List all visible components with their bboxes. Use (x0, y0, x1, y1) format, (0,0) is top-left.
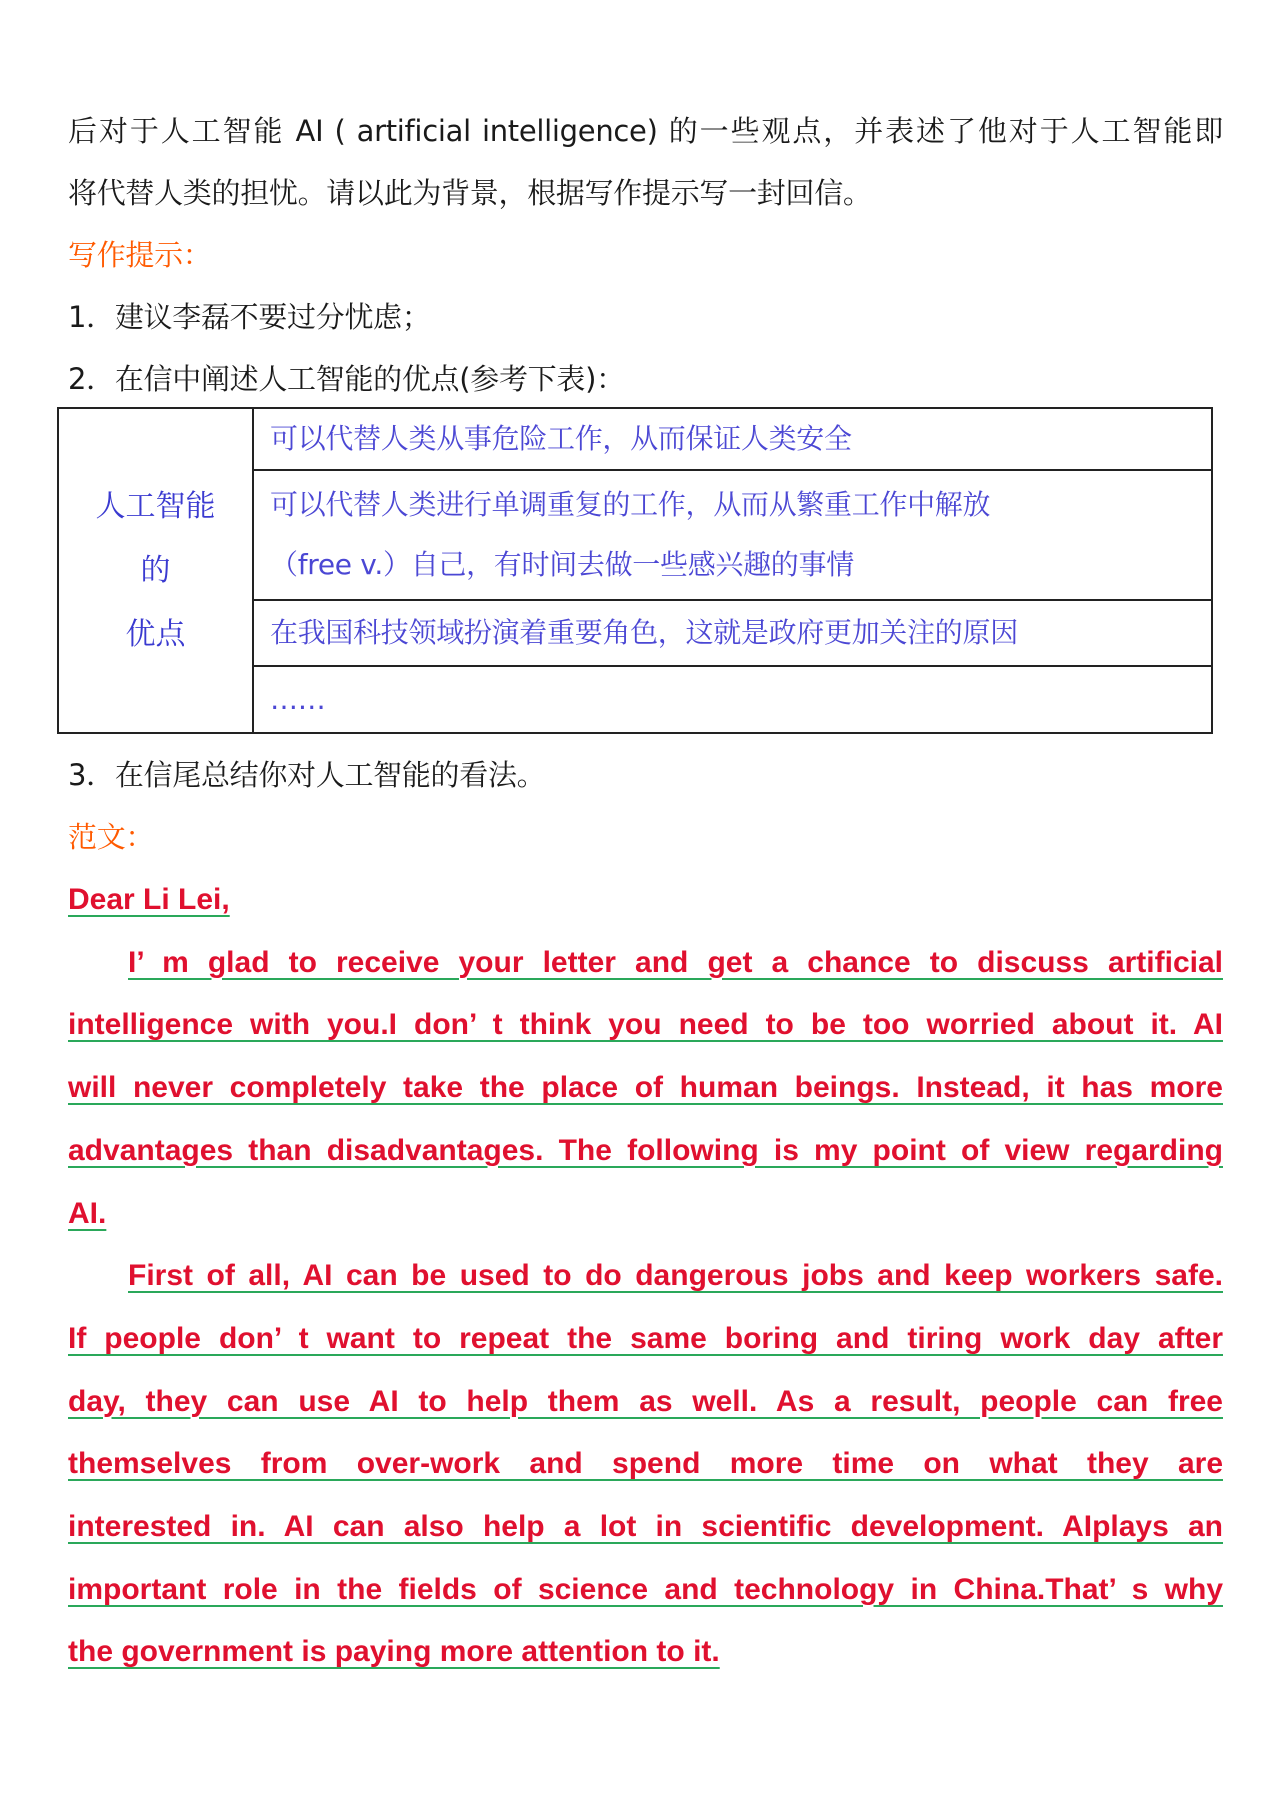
para1-line-1: I’ m glad to receive your letter and get a chance to discuss artificial (128, 945, 1223, 979)
table-row-2 (253, 470, 1212, 600)
para2-line-1: First of all, AI can be used to do dangerous jobs and keep workers safe. (128, 1259, 1223, 1293)
salutation-text: Dear Li Lei, (68, 883, 230, 916)
prompt-heading: 写作提示： (68, 238, 212, 272)
table-row-2-line-2: （free v.）自己，有时间去做一些感兴趣的事情 (270, 548, 854, 581)
para2-line-6: important role in the fields of science and technology in China.That’ s why (68, 1572, 1223, 1606)
intro-line-2: 将代替人类的担忧。请以此为背景，根据写作提示写一封回信。 (68, 176, 872, 210)
essay-paragraph-1 (68, 932, 1223, 1246)
closing-prompt (68, 744, 1223, 868)
para1-line-5: AI. (68, 1196, 107, 1230)
prompt-point-2: 2．在信中阐述人工智能的优点(参考下表)： (68, 362, 625, 396)
table-left-label (58, 408, 253, 733)
sample-essay (68, 869, 1223, 1684)
table-row-3-text: 在我国科技领域扮演着重要角色，这就是政府更加关注的原因 (270, 616, 1018, 649)
para2-line-4: themselves from over-work and spend more time on what they are (68, 1447, 1223, 1481)
sample-heading: 范文： (68, 820, 155, 854)
essay-salutation (68, 869, 1223, 932)
left-label-line-1: 人工智能 (95, 488, 216, 524)
para1-line-4: advantages than disadvantages. The following is my point of view regarding (68, 1133, 1223, 1167)
table-row-1-text: 可以代替人类从事危险工作，从而保证人类安全 (270, 422, 852, 455)
prompt-point-1: 1．建议李磊不要过分忧虑； (68, 300, 431, 334)
table-row-2-line-1: 可以代替人类进行单调重复的工作，从而从繁重工作中解放 (270, 488, 991, 521)
intro-line-1: 后对于人工智能 AI ( artificial intelligence) 的一些观点，并表述了他对于人工智能即 (68, 114, 1223, 148)
table-row-1 (253, 408, 1212, 470)
para1-line-2: intelligence with you.I don’ t think you need to be too worried about it. AI (68, 1008, 1223, 1042)
table-row-4-text: …… (270, 682, 326, 716)
para2-line-2: If people don’ t want to repeat the same boring and tiring work day after (68, 1321, 1223, 1355)
para1-line-3: will never completely take the place of human beings. Instead, it has more (68, 1071, 1223, 1105)
essay-paragraph-2 (68, 1245, 1223, 1684)
intro-paragraph (68, 100, 1223, 410)
advantages-table (57, 407, 1213, 734)
table-row-4 (253, 666, 1212, 733)
left-label-line-2: 的 (140, 552, 171, 588)
prompt-point-3: 3．在信尾总结你对人工智能的看法。 (68, 758, 546, 792)
para2-line-7: the government is paying more attention to it. (68, 1635, 720, 1669)
para2-line-3: day, they can use AI to help them as well. As a result, people can free (68, 1384, 1223, 1418)
table-row-3 (253, 600, 1212, 666)
left-label-line-3: 优点 (125, 616, 186, 652)
para2-line-5: interested in. AI can also help a lot in scientific development. AIplays an (68, 1510, 1223, 1544)
